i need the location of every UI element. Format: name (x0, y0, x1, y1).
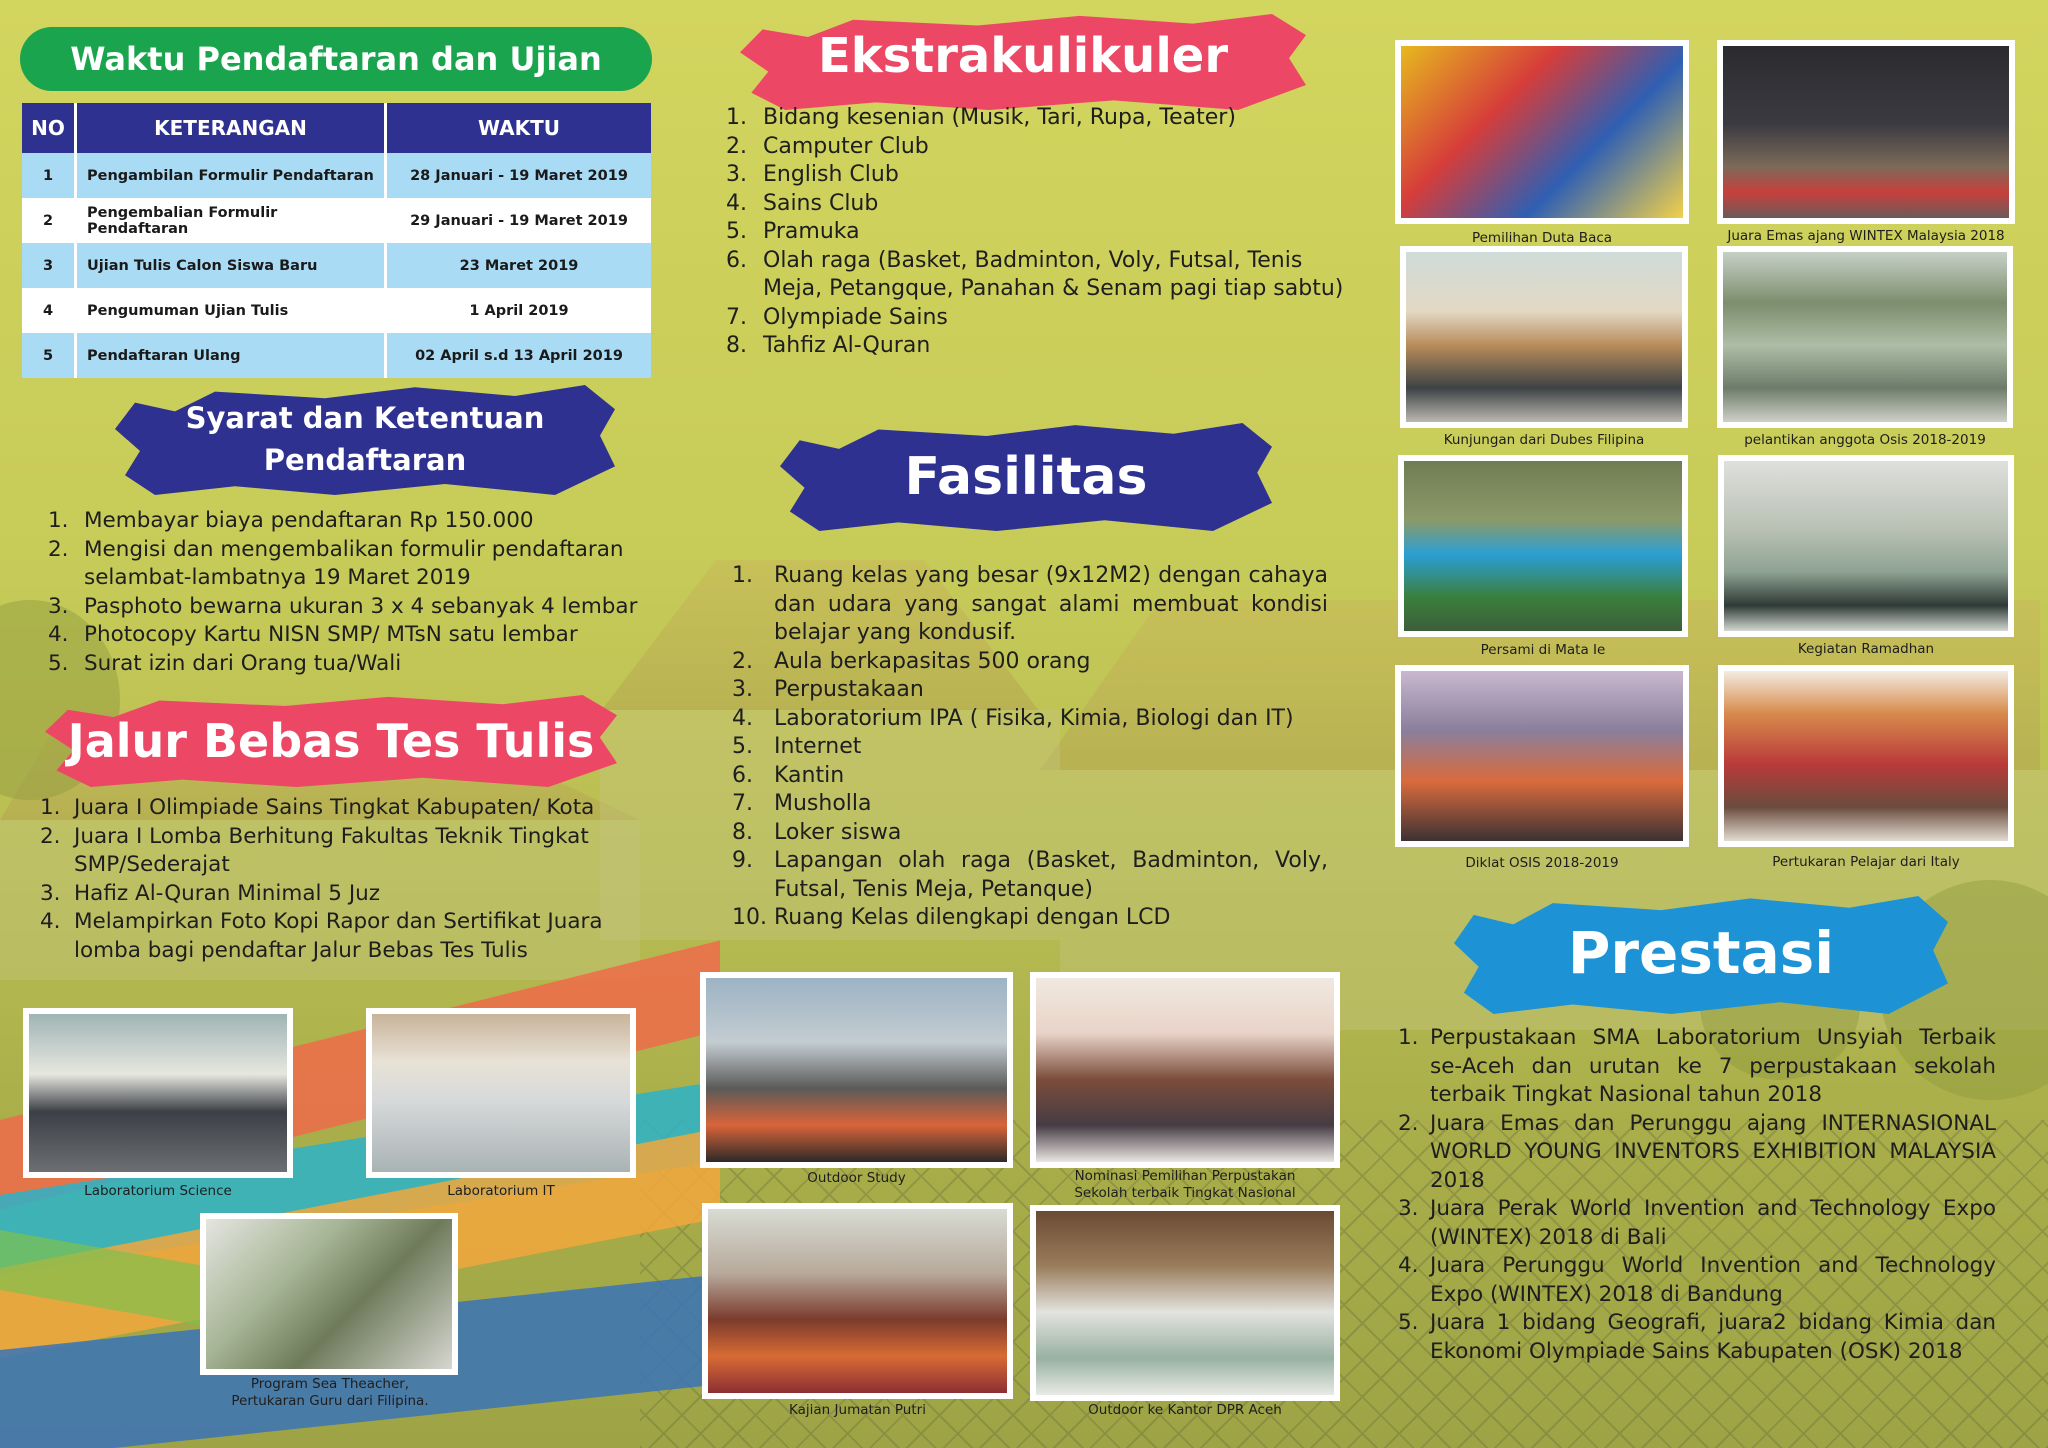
caption-osis: pelantikan anggota Osis 2018-2019 (1744, 432, 1986, 448)
caption-persami: Persami di Mata Ie (1480, 642, 1606, 658)
list-item: 1. Bidang kesenian (Musik, Tari, Rupa, Teater) (726, 105, 1236, 130)
list-item: 1. Perpustakaan SMA Laboratorium Unsyiah Terbaik se-Aceh dan urutan ke 7 perpustakaan sekolah terbaik Tingkat Nasional tahun 2018 (1398, 1025, 1996, 1107)
caption-wintex: Juara Emas ajang WINTEX Malaysia 2018 (1727, 228, 2005, 244)
list-item: 5. Juara 1 bidang Geografi, juara2 bidang Kimia dan Ekonomi Olympiade Sains Kabupaten (OSK) 2018 (1398, 1310, 1996, 1364)
list-item: 5. Surat izin dari Orang tua/Wali (48, 650, 402, 676)
list-item: 5. Internet (732, 734, 862, 759)
list-item: 3. Hafiz Al-Quran Minimal 5 Juz (40, 880, 381, 906)
row-keterangan: Pengambilan Formulir Pendaftaran (76, 153, 386, 198)
list-item: 2. Juara I Lomba Berhitung Fakultas Teknik Tingkat SMP/Sederajat (40, 823, 589, 877)
photo-kajian (702, 1203, 1013, 1399)
photo-lab-it (366, 1008, 636, 1178)
row-no: 1 (22, 153, 76, 198)
list-item: 3. Perpustakaan (732, 677, 924, 702)
row-keterangan: Pendaftaran Ulang (76, 333, 386, 378)
row-waktu: 28 Januari - 19 Maret 2019 (386, 153, 652, 198)
photo-nominasi (1030, 972, 1340, 1168)
registration-title: Waktu Pendaftaran dan Ujian (20, 27, 652, 91)
caption-ramadhan: Kegiatan Ramadhan (1797, 641, 1935, 657)
header-no: NO (22, 103, 76, 153)
list-item: 4. Melampirkan Foto Kopi Rapor dan Sertifikat Juara lomba bagi pendaftar Jalur Bebas Tes Tulis (40, 909, 603, 963)
row-no: 2 (22, 198, 76, 243)
table-row (22, 153, 651, 198)
row-no: 3 (22, 243, 76, 288)
header-waktu: WAKTU (386, 103, 652, 153)
list-item: 8. Tahfiz Al-Quran (726, 333, 931, 358)
requirements-title (115, 397, 615, 481)
list-item: 8. Loker siswa (732, 819, 902, 845)
list-item: 2. Mengisi dan mengembalikan formulir pendaftaran selambat-lambatnya 19 Maret 2019 (48, 536, 624, 590)
list-item: 5. Pramuka (726, 219, 860, 244)
caption-duta-baca: Pemilihan Duta Baca (1471, 230, 1613, 246)
list-item: 9. Lapangan olah raga (Basket, Badminton, Voly, Futsal, Tenis Meja, Petanque) (732, 848, 1328, 902)
photo-wintex (1717, 40, 2015, 224)
photo-duta-baca (1395, 40, 1689, 224)
facilities-list (732, 562, 1328, 933)
requirements-title-line1: Syarat dan Ketentuan (185, 401, 545, 435)
row-no: 4 (22, 288, 76, 333)
row-keterangan: Pengumuman Ujian Tulis (76, 288, 386, 333)
list-item: 7. Olympiade Sains (726, 304, 948, 330)
achievements-title: Prestasi (1567, 919, 1835, 987)
caption-diklat: Diklat OSIS 2018-2019 (1465, 855, 1619, 871)
list-item: 4. Juara Perunggu World Invention and Technology Expo (WINTEX) 2018 di Bandung (1398, 1253, 1996, 1307)
list-item: 3. Juara Perak World Invention and Technology Expo (WINTEX) 2018 di Bali (1398, 1196, 1996, 1250)
caption-italy: Pertukaran Pelajar dari Italy (1772, 854, 1960, 870)
photo-dubes (1400, 246, 1688, 428)
registration-schedule-table (22, 103, 651, 378)
row-keterangan: Pengembalian Formulir Pendaftaran (76, 198, 386, 243)
photo-sea-teacher (200, 1213, 458, 1375)
list-item: 3. Pasphoto bewarna ukuran 3 x 4 sebanyak 4 lembar (48, 593, 638, 619)
list-item: 7. Musholla (732, 791, 872, 816)
row-no: 5 (22, 333, 76, 378)
photo-outdoor-study (700, 972, 1013, 1168)
table-row (22, 243, 651, 288)
photo-ramadhan (1718, 455, 2014, 637)
photo-osis (1717, 246, 2013, 428)
list-item: 1. Membayar biaya pendaftaran Rp 150.000 (48, 508, 534, 533)
row-waktu: 29 Januari - 19 Maret 2019 (386, 198, 652, 243)
row-waktu: 1 April 2019 (386, 288, 652, 333)
table-row (22, 333, 651, 378)
photo-lab-science (23, 1008, 293, 1178)
extracurricular-list (726, 104, 1346, 361)
table-header-row (22, 103, 651, 153)
photo-persami (1398, 455, 1688, 637)
table-row (22, 198, 651, 243)
extracurricular-title: Ekstrakulikuler (817, 28, 1229, 84)
table-row (22, 288, 651, 333)
row-keterangan: Ujian Tulis Calon Siswa Baru (76, 243, 386, 288)
list-item: 6. Kantin (732, 762, 845, 788)
caption-kajian: Kajian Jumatan Putri (789, 1402, 926, 1418)
list-item: 2. Aula berkapasitas 500 orang (732, 648, 1091, 674)
list-item: 1. Ruang kelas yang besar (9x12M2) dengan cahaya dan udara yang sangat alami membuat kondisi belajar yang kondusif. (732, 563, 1328, 645)
list-item: 1. Juara I Olimpiade Sains Tingkat Kabupaten/ Kota (40, 795, 595, 820)
header-keterangan: KETERANGAN (76, 103, 386, 153)
list-item: 2. Camputer Club (726, 133, 929, 159)
list-item: 4. Laboratorium IPA ( Fisika, Kimia, Biologi dan IT) (732, 705, 1294, 731)
photo-italy (1718, 665, 2014, 847)
facilities-title: Fasilitas (904, 447, 1148, 507)
list-item: 3. English Club (726, 162, 899, 187)
row-waktu: 02 April s.d 13 April 2019 (386, 333, 652, 378)
free-test-list (40, 794, 620, 965)
list-item: 6. Olah raga (Basket, Badminton, Voly, Futsal, Tenis Meja, Petangque, Panahan & Senam pagi tiap sabtu) (726, 247, 1344, 301)
photo-diklat (1395, 665, 1689, 847)
requirements-title-line2: Pendaftaran (263, 443, 467, 477)
caption-dubes: Kunjungan dari Dubes Filipina (1443, 432, 1645, 448)
free-test-title: Jalur Bebas Tes Tulis (67, 714, 595, 768)
list-item: 4. Photocopy Kartu NISN SMP/ MTsN satu lembar (48, 622, 578, 647)
requirements-list (48, 507, 648, 678)
caption-dpr: Outdoor ke Kantor DPR Aceh (1088, 1402, 1282, 1418)
list-item: 10. Ruang Kelas dilengkapi dengan LCD (732, 905, 1171, 930)
caption-outdoor-study: Outdoor Study (807, 1170, 906, 1186)
caption-nominasi: Nominasi Pemilihan Perpustakan Sekolah terbaik Tingkat Nasional (1074, 1168, 1296, 1201)
caption-lab-it: Laboratorium IT (447, 1183, 555, 1199)
photo-dpr (1030, 1205, 1340, 1401)
achievements-list (1398, 1024, 1996, 1366)
list-item: 4. Sains Club (726, 190, 879, 216)
list-item: 2. Juara Emas dan Perunggu ajang INTERNASIONAL WORLD YOUNG INVENTORS EXHIBITION MALAYSIA 2018 (1398, 1110, 1996, 1193)
row-waktu: 23 Maret 2019 (386, 243, 652, 288)
caption-sea-teacher: Program Sea Theacher, Pertukaran Guru dari Filipina. (231, 1376, 429, 1409)
caption-lab-science: Laboratorium Science (84, 1183, 232, 1199)
